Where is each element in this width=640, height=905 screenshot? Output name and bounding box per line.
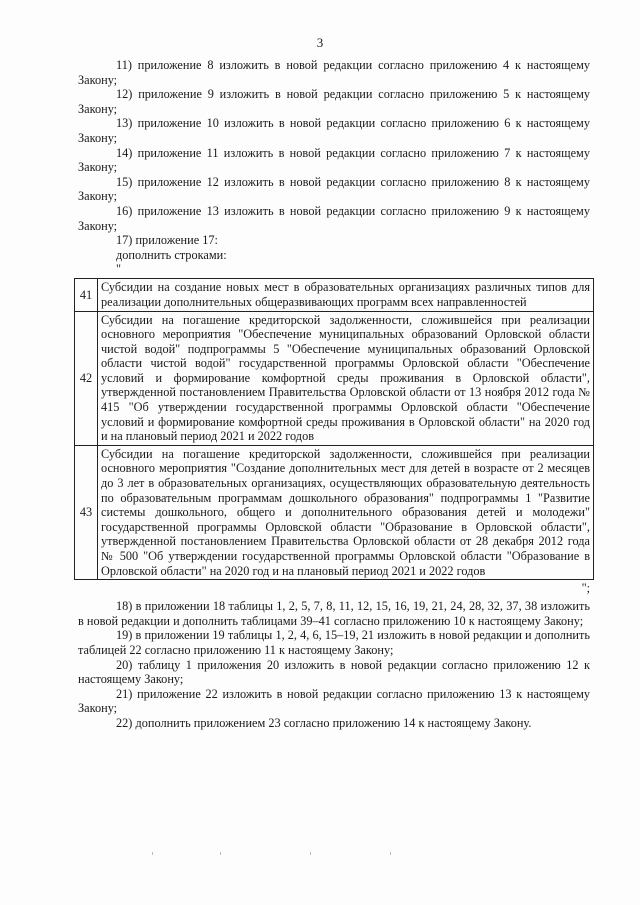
row-description: Субсидии на создание новых мест в образовательных организациях различных типов для реализации дополнительных общеразвивающих программ всех направленностей — [98, 279, 594, 311]
amendment-item-6: 16) приложение 13 изложить в новой редакции согласно приложению 9 к настоящему Закону; — [78, 203, 590, 233]
row-number: 41 — [75, 279, 98, 311]
amendment-item-after-2: 19) в приложении 19 таблицы 1, 2, 4, 6, 15–19, 21 изложить в новой редакции и дополнить таблицей 22 согласно приложению 11 к настоящему Закону; — [78, 628, 590, 657]
amendment-item-1: 11) приложение 8 изложить в новой редакции согласно приложению 4 к настоящему Закону; — [78, 58, 590, 87]
subsidies-table — [74, 278, 594, 580]
item-17-heading: 17) приложение 17: — [116, 233, 218, 248]
quote-open: " — [116, 262, 122, 277]
page-number: 3 — [316, 35, 324, 50]
amendments-list-before — [78, 58, 590, 233]
table-row — [75, 311, 594, 445]
amendment-item-after-4: 21) приложение 22 изложить в новой редакции согласно приложению 13 к настоящему Закону; — [78, 686, 590, 716]
item-17-subheading: дополнить строками: — [116, 247, 227, 262]
row-number: 42 — [75, 311, 98, 445]
amendment-item-3: 13) приложение 10 изложить в новой редакции согласно приложению 6 к настоящему Закону; — [78, 116, 590, 145]
document-body — [78, 58, 590, 731]
amendment-item-after-3: 20) таблицу 1 приложения 20 изложить в новой редакции согласно приложению 12 к настоящему Закону; — [78, 657, 590, 687]
subsidies-table-body — [75, 279, 594, 580]
row-description: Субсидии на погашение кредиторской задолженности, сложившейся при реализации основного мероприятия "Обеспечение муниципальных образований Орловской области чистой водой" подпрограммы 5 "Обеспечение муниципальных образований Орловской области чистой водой" государственной программы Орловской области "Обеспечение условий и формирование комфортной среды проживания в Орловской области", утвержденной постановлением Правительства Орловской области от 13 ноября 2012 года № 415 "Об утверждении государственной программы Орловской области "Обеспечение условий и формирование комфортной среды проживания в Орловской области" на 2020 год и на плановый период 2021 и 2022 годов — [98, 311, 594, 445]
amendment-item-after-5: 22) дополнить приложением 23 согласно приложению 14 к настоящему Закону. — [116, 715, 532, 730]
row-description: Субсидии на погашение кредиторской задолженности, сложившейся при реализации основного мероприятия "Создание дополнительных мест для детей в возрасте от 2 месяцев до 3 лет в образовательных организациях, осуществляющих образовательную деятельность по образовательным программам дошкольного образования" подпрограммы 1 "Развитие системы дошкольного, общего и дополнительного образования детей и молодежи" государственной программы Орловской области "Образование в Орловской области", утвержденной постановлением Правительства Орловской области от 28 декабря 2012 года № 500 "Об утверждении государственной программы Орловской области "Образование в Орловской области" на 2020 год и на плановый период 2021 и 2022 годов — [98, 445, 594, 579]
amendment-item-4: 14) приложение 11 изложить в новой редакции согласно приложению 7 к настоящему Закону; — [78, 145, 590, 175]
table-row — [75, 279, 594, 311]
amendment-item-2: 12) приложение 9 изложить в новой редакции согласно приложению 5 к настоящему Закону; — [78, 87, 590, 116]
table-row — [75, 445, 594, 579]
amendment-item-5: 15) приложение 12 изложить в новой редакции согласно приложению 8 к настоящему Закону; — [78, 174, 590, 204]
row-number: 43 — [75, 445, 98, 579]
amendment-item-after-1: 18) в приложении 18 таблицы 1, 2, 5, 7, 8, 11, 12, 15, 16, 19, 21, 24, 28, 32, 37, 38 изложить в новой редакции и дополнить таблицами 39–41 согласно приложению 10 к настоящему Закону; — [78, 599, 590, 628]
quote-close: "; — [581, 581, 590, 596]
amendments-list-after — [78, 599, 590, 730]
scan-artifacts — [150, 852, 450, 858]
